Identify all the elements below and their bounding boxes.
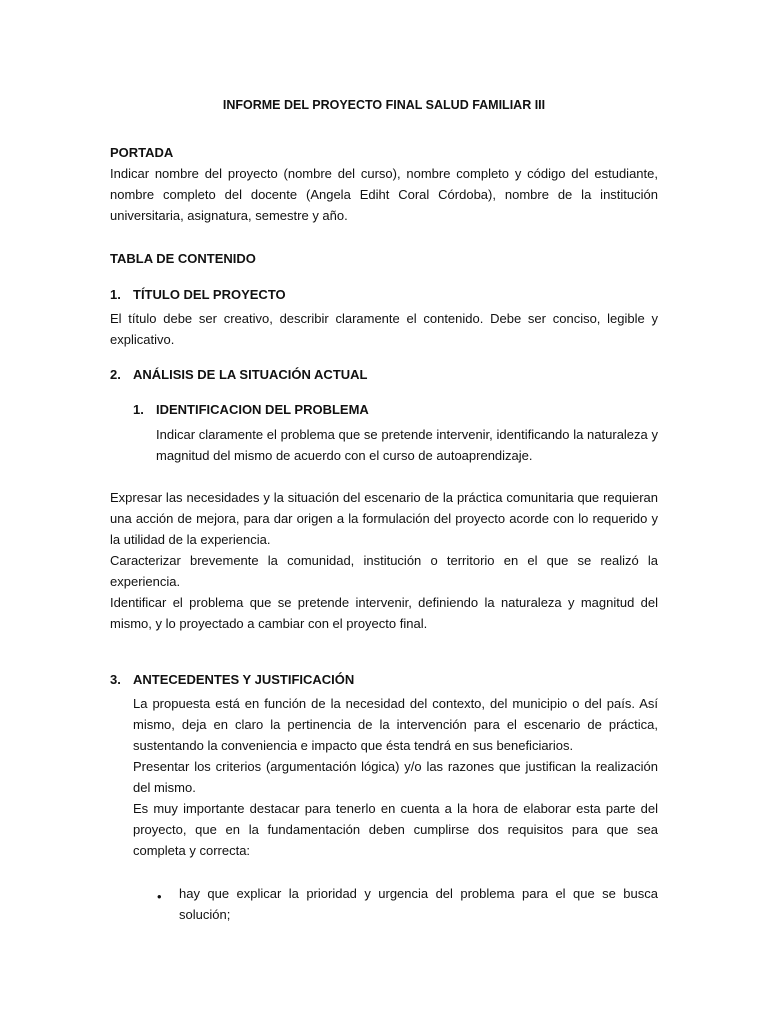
section-3-bullet-1: hay que explicar la prioridad y urgencia del problema para el que se busca solución; bbox=[179, 886, 658, 922]
section-1-title: TÍTULO DEL PROYECTO bbox=[133, 287, 286, 302]
section-3-title: ANTECEDENTES Y JUSTIFICACIÓN bbox=[133, 672, 355, 687]
section-3-number: 3. bbox=[110, 672, 121, 687]
section-3-paragraph-2: Presentar los criterios (argumentación lógica) y/o las razones que justifican la realización del mismo. bbox=[133, 759, 658, 795]
section-2-number: 2. bbox=[110, 367, 121, 382]
subsection-2-1-text: Indicar claramente el problema que se pretende intervenir, identificando la naturaleza y magnitud del mismo de acuerdo con el curso de autoaprendizaje. bbox=[156, 427, 658, 463]
document-title: INFORME DEL PROYECTO FINAL SALUD FAMILIAR III bbox=[222, 98, 546, 112]
section-1-heading bbox=[110, 284, 286, 305]
subsection-2-1-heading bbox=[133, 399, 369, 420]
section-2-paragraph-1: Expresar las necesidades y la situación del escenario de la práctica comunitaria que requieran una acción de mejora, para dar origen a la formulación del proyecto acorde con lo requerido y la utilidad de la experiencia. bbox=[110, 490, 658, 547]
portada-text: Indicar nombre del proyecto (nombre del curso), nombre completo y código del estudiante, nombre completo del docente (Angela Ediht Coral Córdoba), nombre de la institución universitaria, asignatura, semestre y año. bbox=[110, 166, 658, 223]
section-1-text: El título debe ser creativo, describir claramente el contenido. Debe ser conciso, legible y explicativo. bbox=[110, 311, 658, 347]
section-2-title: ANÁLISIS DE LA SITUACIÓN ACTUAL bbox=[133, 367, 368, 382]
bullet-icon: • bbox=[157, 889, 162, 904]
section-1-number: 1. bbox=[110, 287, 121, 302]
section-3-paragraph-1: La propuesta está en función de la necesidad del contexto, del municipio o del país. Así mismo, deja en claro la pertinencia de la intervención para el escenario de práctica, sustentando la conveniencia e impacto que ésta tendrá en sus beneficiarios. bbox=[133, 696, 658, 753]
section-3-paragraph-3: Es muy importante destacar para tenerlo en cuenta a la hora de elaborar esta parte del proyecto, que en la fundamentación deben cumplirse dos requisitos para que sea completa y correcta: bbox=[133, 801, 658, 858]
tabla-heading: TABLA DE CONTENIDO bbox=[110, 251, 256, 266]
section-2-paragraph-3: Identificar el problema que se pretende intervenir, definiendo la naturaleza y magnitud del mismo, y lo proyectado a cambiar con el proyecto final. bbox=[110, 595, 658, 631]
section-3-heading bbox=[110, 669, 354, 690]
section-2-paragraph-2: Caracterizar brevemente la comunidad, institución o territorio en el que se realizó la experiencia. bbox=[110, 553, 658, 589]
portada-heading: PORTADA bbox=[110, 145, 174, 160]
section-2-heading bbox=[110, 364, 367, 385]
subsection-2-1-title: IDENTIFICACION DEL PROBLEMA bbox=[156, 402, 369, 417]
subsection-2-1-number: 1. bbox=[133, 402, 144, 417]
